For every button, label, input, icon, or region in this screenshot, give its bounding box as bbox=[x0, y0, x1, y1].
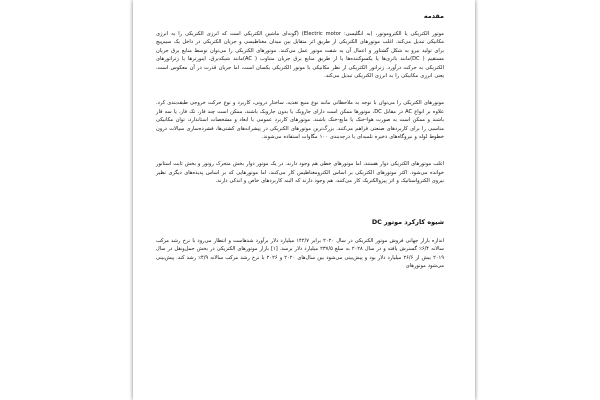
paragraph-intro-2: موتورهای الکتریکی را می‌توان با توجه به ملاحظاتی مانند نوع منبع تغذیه، ساختار درونی، کاربرد و نوع حرکت خروجی طبقه‌بندی کرد. علاوه بر انواع AC در مقابل DC، موتورها ممکن است دارای جاروبک یا بدون جاروبک باشند، ممکن است چند فاز، تک فاز، یا سه فاز باشند و ممکن است به صورت هوا-خنک یا مایع-خنک باشند. موتورهای کاربرد عمومی با ابعاد و مشخصات استاندارد، توان مکانیکی مناسبی را برای کاربردهای صنعتی فراهم می‌کنند. بزرگ‌ترین موتورهای الکتریکی در پیشرانه‌های کشتی‌ها، فشرده‌سازی سیالات درون خطوط لوله و نیروگاه‌های ذخیره تلمبه‌ای با درجه‌بندی ۱۰۰ مگاوات استفاده می‌شوند. bbox=[156, 100, 444, 141]
document-body bbox=[156, 8, 444, 270]
section-heading-introduction: مقدمه bbox=[423, 12, 444, 20]
paragraph-intro-1: موتور الکتریکی یا الکتروموتور، (به انگلیسی: Electric motor) (گونه‌ای ماشین الکتریکی است که انرژی الکتریکی را به انرژی مکانیکی تبدیل می‌کند. اغلب موتورهای الکتریکی از طریق اثر متقابل بین میدان مغناطیسی و جریان الکتریکی در داخل یک سیم‌پیچ برای تولید نیرو به شکل گشتاور و اعمال آن به شفت موتور عمل می‌کنند. موتورهای الکتریکی را می‌توان توسط منابع برق جریان مستقیم ( DC)مانند باتری‌ها یا یکسوکننده‌ها یا از طریق منابع برق جریان متناوب ( AC)مانند شبکه‌برق، اینورترها یا ژنراتورهای الکتریکی به حرکت درآورد. ژنراتور الکتریکی از نظر مکانیکی با موتور الکتریکی یکسان است، اما جریان قدرت در آن معکوس است، یعنی انرژی مکانیکی را به انرژی الکتریکی تبدیل می‌کند. bbox=[156, 31, 444, 80]
paragraph-intro-3: اغلب موتورهای الکتریکی دوار هستند، اما موتورهای خطی هم وجود دارند. در یک موتور دوار بخش متحرک روتور و بخش ثابت استاتور خوانده می‌شود. اکثر موتورهای الکتریکی بر اساس الکترومغناطیس کار می‌کنند، اما موتورهایی که بر اساس پدیده‌های دیگری نظیر نیروی الکترواستاتیک و اثر پیزوالکتریک کار می‌کنند، هم وجود دارند که البته کاربردهای خاص و اندکی دارند. bbox=[156, 161, 444, 185]
document-page bbox=[133, 0, 475, 400]
section-heading-dc-motor: شیوه کارکرد موتور DC bbox=[371, 217, 444, 226]
paragraph-dc-motor-1: اندازه بازار جهانی فروش موتور الکتریکی در سال ۲۰۲۰ برابر ۱۴۲/۷ میلیارد دلار برآورد شدهاست و انتظار می‌رود با نرخ رشد مرکب سالانه ۶/۴٪ گسترش یافته و در سال ۲۰۲۸ به مبلغ ۲۳۷/۵ میلیارد دلار برسد. [۱] بازار موتورهای الکتریکی در بخش حمل‌ونقل در سال ۲۰۱۹ بیش از ۲۶/۶ میلیارد دلار بود و پیش‌بینی می‌شود بین سال‌های ۲۰۲۰ و ۲۰۲۶ با نرخ رشد مرکب سالانه ۴/۹٪ رشد کند. پیش‌بینی می‌شود موتورهای bbox=[156, 237, 445, 269]
